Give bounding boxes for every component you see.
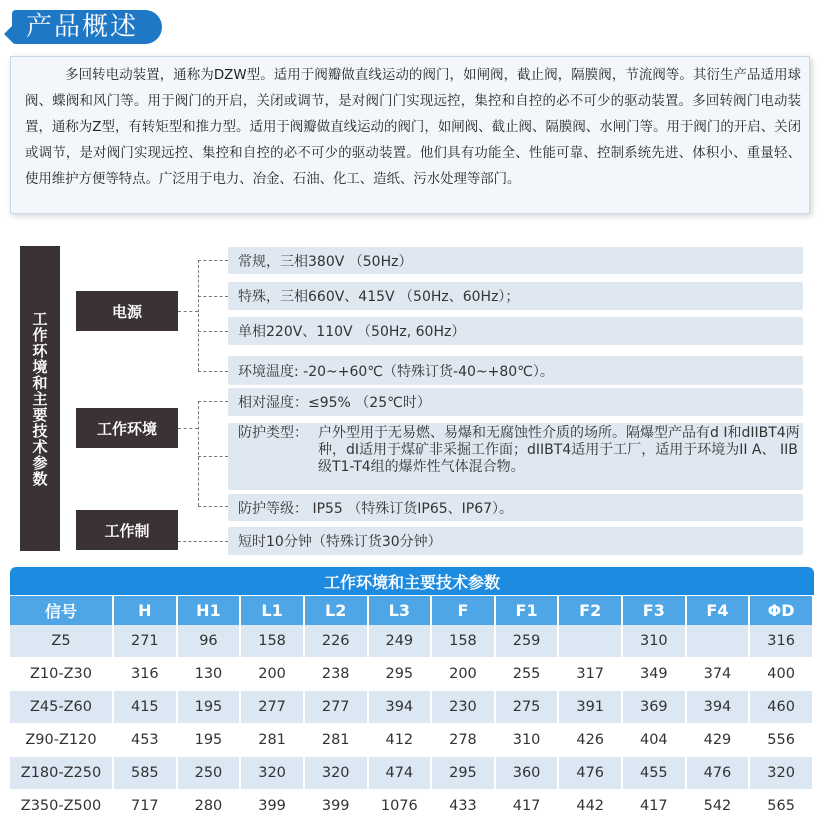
- value-cell: 275: [496, 691, 560, 724]
- params-diagram: [0, 238, 821, 558]
- value-cell: 369: [623, 691, 687, 724]
- value-cell: 230: [432, 691, 496, 724]
- value-cell: 429: [687, 724, 751, 757]
- model-cell: Z5: [10, 625, 114, 658]
- section-title-banner: [12, 10, 162, 44]
- value-cell: 320: [305, 757, 369, 790]
- value-cell: 442: [559, 790, 623, 823]
- protection-type-label: 防护类型：: [238, 425, 308, 441]
- value-cell: 317: [559, 658, 623, 691]
- value-cell: 158: [241, 625, 305, 658]
- connector-env-stem: [178, 428, 198, 429]
- value-cell: 278: [432, 724, 496, 757]
- value-cell: 158: [432, 625, 496, 658]
- value-cell: 320: [750, 757, 814, 790]
- header-cell: ΦD: [750, 596, 814, 625]
- param-item-power-single: 单相220V、110V （50Hz, 60Hz）: [228, 317, 803, 345]
- header-cell: L3: [369, 596, 433, 625]
- table-row: [10, 724, 814, 757]
- value-cell: 417: [496, 790, 560, 823]
- value-cell: 391: [559, 691, 623, 724]
- value-cell: 399: [241, 790, 305, 823]
- overview-box: [10, 56, 810, 214]
- value-cell: 250: [178, 757, 242, 790]
- category-power: 电源: [76, 291, 178, 331]
- header-cell: 信号: [10, 596, 114, 625]
- param-item-power-special: 特殊，三相660V、415V （50Hz、60Hz）；: [228, 282, 803, 310]
- connector: [198, 371, 228, 372]
- value-cell: 474: [369, 757, 433, 790]
- model-cell: Z10-Z30: [10, 658, 114, 691]
- value-cell: 320: [241, 757, 305, 790]
- value-cell: 238: [305, 658, 369, 691]
- param-item-protection-type: [228, 423, 803, 490]
- connector: [198, 296, 228, 297]
- category-environment: 工作环境: [76, 408, 178, 448]
- header-cell: L2: [305, 596, 369, 625]
- value-cell: 349: [623, 658, 687, 691]
- model-cell: Z90-Z120: [10, 724, 114, 757]
- value-cell: [559, 625, 623, 658]
- value-cell: 426: [559, 724, 623, 757]
- value-cell: 316: [750, 625, 814, 658]
- value-cell: 415: [114, 691, 178, 724]
- value-cell: 565: [750, 790, 814, 823]
- connector: [198, 401, 228, 402]
- table-row: [10, 658, 814, 691]
- value-cell: 404: [623, 724, 687, 757]
- table-row: [10, 790, 814, 823]
- protection-type-text: 户外型用于无易燃、易爆和无腐蚀性介质的场所。隔爆型产品有d I和dIIBT4两种，dI适用于煤矿非采掘工作面；dIIBT4适用于工厂，适用于环境为II A、 IIB级T1-T4组的爆炸性气体混合物。: [318, 425, 800, 475]
- value-cell: 399: [305, 790, 369, 823]
- model-cell: Z180-Z250: [10, 757, 114, 790]
- model-cell: Z45-Z60: [10, 691, 114, 724]
- value-cell: 200: [241, 658, 305, 691]
- category-duty: 工作制: [76, 510, 178, 550]
- value-cell: 277: [241, 691, 305, 724]
- value-cell: 394: [687, 691, 751, 724]
- param-item-protection-level: 防护等级： IP55 （特殊订货IP65、IP67）。: [228, 494, 803, 521]
- header-cell: H: [114, 596, 178, 625]
- connector-duty: [178, 541, 228, 542]
- header-cell: F3: [623, 596, 687, 625]
- value-cell: 259: [496, 625, 560, 658]
- value-cell: 195: [178, 724, 242, 757]
- value-cell: 476: [687, 757, 751, 790]
- table-row: [10, 757, 814, 790]
- value-cell: 542: [687, 790, 751, 823]
- value-cell: 717: [114, 790, 178, 823]
- connector: [198, 506, 228, 507]
- value-cell: [687, 625, 751, 658]
- table-title: 工作环境和主要技术参数: [10, 567, 814, 595]
- header-cell: F2: [559, 596, 623, 625]
- value-cell: 280: [178, 790, 242, 823]
- value-cell: 585: [114, 757, 178, 790]
- value-cell: 460: [750, 691, 814, 724]
- connector-power-stem: [178, 311, 198, 312]
- value-cell: 255: [496, 658, 560, 691]
- value-cell: 195: [178, 691, 242, 724]
- param-item-duty: 短时10分钟（特殊订货30分钟）: [228, 527, 803, 555]
- header-cell: H1: [178, 596, 242, 625]
- value-cell: 394: [369, 691, 433, 724]
- value-cell: 374: [687, 658, 751, 691]
- value-cell: 476: [559, 757, 623, 790]
- value-cell: 271: [114, 625, 178, 658]
- value-cell: 360: [496, 757, 560, 790]
- value-cell: 400: [750, 658, 814, 691]
- value-cell: 556: [750, 724, 814, 757]
- value-cell: 281: [305, 724, 369, 757]
- value-cell: 277: [305, 691, 369, 724]
- value-cell: 295: [369, 658, 433, 691]
- header-cell: F: [432, 596, 496, 625]
- value-cell: 412: [369, 724, 433, 757]
- param-item-temperature: 环境温度: -20~+60℃（特殊订货-40~+80℃）。: [228, 356, 803, 385]
- table-header-row: [10, 596, 814, 625]
- value-cell: 249: [369, 625, 433, 658]
- value-cell: 453: [114, 724, 178, 757]
- param-item-humidity: 相对湿度：≤95% （25℃时）: [228, 388, 803, 416]
- connector: [198, 260, 228, 261]
- value-cell: 455: [623, 757, 687, 790]
- header-cell: F4: [687, 596, 751, 625]
- value-cell: 96: [178, 625, 242, 658]
- value-cell: 226: [305, 625, 369, 658]
- connector: [198, 331, 228, 332]
- value-cell: 281: [241, 724, 305, 757]
- value-cell: 295: [432, 757, 496, 790]
- table-body: [10, 625, 814, 823]
- value-cell: 433: [432, 790, 496, 823]
- connector-env-vertical: [198, 401, 199, 506]
- value-cell: 1076: [369, 790, 433, 823]
- section-title: 产品概述: [26, 12, 139, 42]
- overview-text: 多回转电动装置，通称为DZW型。适用于阀瓣做直线运动的阀门，如闸阀，截止阀，隔膜阀，节流阀等。其衍生产品适用球阀、蝶阀和风门等。用于阀门的开启，关闭或调节，是对阀门门实现远控，集控和自控的必不可少的驱动装置。多回转阀门电动装置，通称为Z型，有转矩型和推力型。适用于阀瓣做直线运动的阀门，如闸阀、截止阀、隔膜阀、水闸门等。用于阀门的开启、关闭或调节，是对阀门实现远控、集控和自控的必不可少的驱动装置。他们具有功能全、性能可靠、控制系统先进、体积小、重量轻、使用维护方便等特点。广泛用于电力、冶金、石油、化工、造纸、污水处理等部门。: [25, 68, 801, 187]
- header-cell: L1: [241, 596, 305, 625]
- param-item-power-standard: 常规，三相380V （50Hz）: [228, 247, 803, 274]
- table-row: [10, 691, 814, 724]
- table-row: [10, 625, 814, 658]
- connector-power-vertical: [198, 260, 199, 371]
- connector: [198, 456, 228, 457]
- value-cell: 316: [114, 658, 178, 691]
- value-cell: 310: [496, 724, 560, 757]
- header-cell: F1: [496, 596, 560, 625]
- value-cell: 130: [178, 658, 242, 691]
- value-cell: 200: [432, 658, 496, 691]
- params-side-label: 工作环境和主要技术参数: [20, 246, 60, 551]
- spec-table: [10, 596, 814, 823]
- value-cell: 417: [623, 790, 687, 823]
- value-cell: 310: [623, 625, 687, 658]
- model-cell: Z350-Z500: [10, 790, 114, 823]
